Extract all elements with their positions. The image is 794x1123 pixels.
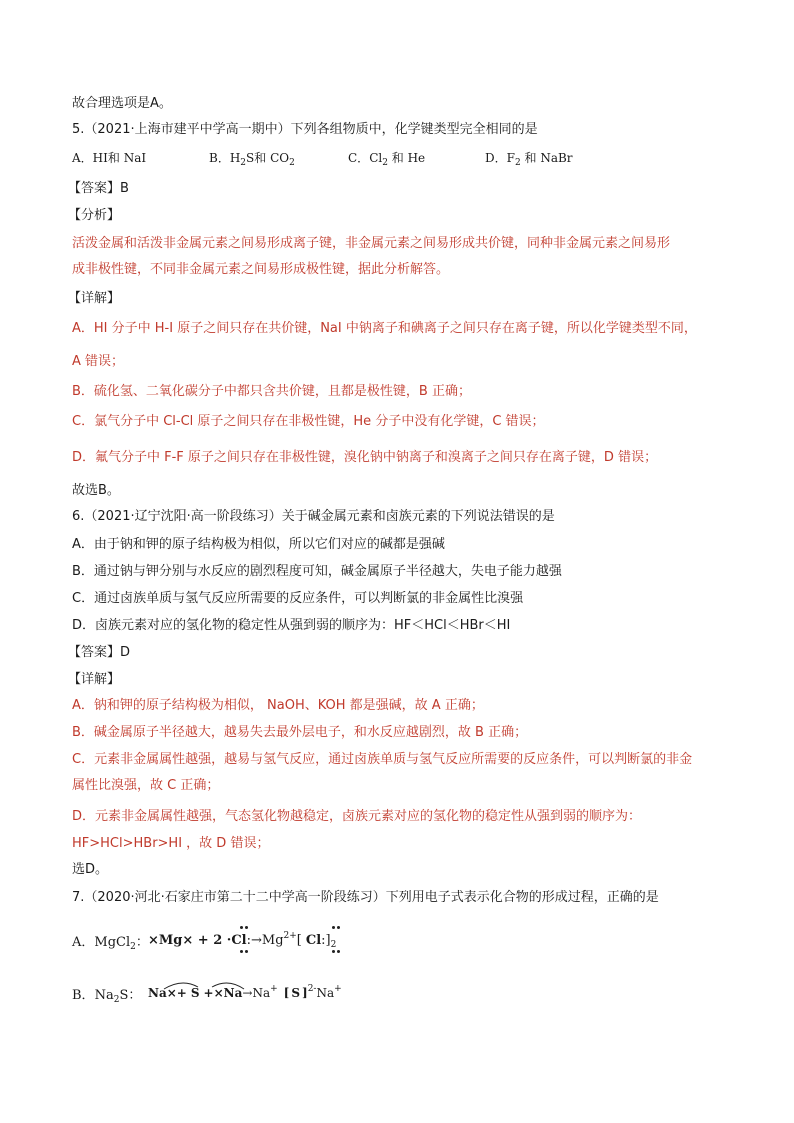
electron-dot-expression-b [148,984,342,1000]
na-ion-charge: + [334,984,342,994]
answer-tag: 【答案】B [68,181,129,196]
option-a-prefix [72,931,149,952]
cl-atom: Cl [231,933,247,948]
s-charge: 2- [307,984,317,994]
question-6-option-a: A．由于钠和钾的原子结构极为相似，所以它们对应的碱都是强碱 [72,537,445,552]
bracket-open: [ [283,986,290,1000]
bracket-open: [ [296,933,302,948]
na-atom-left: Na×+ [148,986,187,1000]
na-ion: Na [316,986,335,1000]
reaction-arrow: →Na [242,986,271,1000]
detail-tag: 【详解】 [68,291,121,306]
detail-a-line-1: A．HI 分子中 H-I 原子之间只存在共价键，NaI 中钠离子和碘离子之间只存在离子键，所以化学键类型不同， [72,321,697,336]
question-7-option-a [72,925,472,955]
option-b-s: S： [119,988,142,1003]
option-b-label: B． [72,988,95,1003]
option-b-mid: S和 CO [246,151,290,165]
option-b-label: B． [209,151,230,165]
electron-dot-expression [148,931,336,950]
option-b-sub2: 2 [289,158,295,168]
option-b [209,149,295,172]
option-b-sub1: 2 [240,158,247,168]
detail-tag: 【详解】 [68,672,121,687]
option-a-sub: 2 [130,942,136,952]
option-b-sub: 2 [113,995,120,1005]
option-a-colon: ： [135,935,149,950]
option-a-text: HI和 NaI [92,151,147,165]
option-d-rest: 和 NaBr [520,151,573,165]
answer-tag: 【答案】D [68,645,131,660]
option-a-formula: MgCl [94,935,131,950]
option-b-h: H [229,151,241,165]
electron-dot-icon [240,950,243,953]
question-7-stem: 7.（2020·河北·石家庄市第二十二中学高一阶段练习）下列用电子式表示化合物的形成过程，正确的是 [72,890,659,905]
mg-atom: ×Mg× [148,933,194,948]
conclusion: 选D。 [72,862,109,877]
mg-charge: 2+ [283,931,297,941]
option-c [348,149,425,172]
option-d [485,149,573,172]
option-d-sub: 2 [514,158,521,168]
bracket-close: :] [321,933,331,948]
detail-d-line-2: HF>HCl>HBr>HI ，故 D 错误； [72,836,270,851]
option-c-rest: 和 He [387,151,426,165]
question-6-option-c: C．通过卤族单质与氢气反应所需要的反应条件，可以判断氯的非金属性比溴强 [72,591,524,606]
electron-dot-icon [245,926,248,929]
detail-c-line-2: 属性比溴强，故 C 正确； [72,778,220,793]
option-c-cl: Cl [369,151,383,165]
analysis-line-1: 活泼金属和活泼非金属元素之间易形成离子键，非金属元素之间易形成共价键，同种非金属元素之间易形 [72,236,671,251]
na-charge: + [270,984,278,994]
electron-dot-icon [337,950,340,953]
electron-dot-icon [240,926,243,929]
option-a [72,149,146,167]
electron-dot-icon [332,926,335,929]
detail-c: C．氯气分子中 Cl-Cl 原子之间只存在非极性键，He 分子中没有化学键，C 错误； [72,414,545,429]
detail-a: A．钠和钾的原子结构极为相似， NaOH、KOH 都是强碱，故 A 正确； [72,698,484,713]
option-b-prefix [72,984,141,1005]
option-c-sub: 2 [382,158,388,168]
question-6-option-b: B．通过钠与钾分别与水反应的剧烈程度可知，碱金属原子半径越大，失电子能力越强 [72,564,562,579]
bracket-close: ] [302,986,308,1000]
detail-a-line-2: A 错误； [72,354,125,369]
conclusion: 故选B。 [72,483,120,498]
option-a-label: A． [72,151,93,165]
electron-dot-icon [337,926,340,929]
option-b-formula: Na [94,988,114,1003]
analysis-tag: 【分析】 [68,208,121,223]
option-d-label: D． [485,151,507,165]
detail-d: D．氟气分子中 F-F 原子之间只存在非极性键，溴化钠中钠离子和溴离子之间只存在离子键，D 错误； [72,450,658,465]
reaction-arrow: :→Mg [246,933,284,948]
s-ion: S [291,986,301,1000]
bracket-sub: 2 [330,940,337,950]
cl-ion: Cl [305,933,322,948]
plus-sign: + 2 · [193,933,232,948]
s-atom: S [190,986,200,1000]
detail-d-line-1: D．元素非金属属性越强，气态氢化物越稳定，卤族元素对应的氢化物的稳定性从强到弱的顺序为： [72,809,642,824]
question-5-stem: 5.（2021·上海市建平中学高一期中）下列各组物质中，化学键类型完全相同的是 [72,122,538,137]
option-c-label: C． [348,151,370,165]
option-a-label: A． [72,935,95,950]
na-atom-right: +×Na [203,986,243,1000]
text-line: 故合理选项是A。 [72,96,172,111]
detail-c-line-1: C．元素非金属属性越强，越易与氢气反应，通过卤族单质与氢气反应所需要的反应条件，可以判断氯的非金 [72,752,693,767]
detail-b: B．硫化氢、二氧化碳分子中都只含共价键，且都是极性键，B 正确； [72,384,471,399]
electron-dot-icon [332,950,335,953]
option-d-f: F [506,151,515,165]
question-6-stem: 6.（2021·辽宁沈阳·高一阶段练习）关于碱金属元素和卤族元素的下列说法错误的是 [72,509,555,524]
electron-dot-icon [245,950,248,953]
question-7-option-b [72,980,472,1006]
detail-b: B．碱金属原子半径越大，越易失去最外层电子，和水反应越剧烈，故 B 正确； [72,725,528,740]
analysis-line-2: 成非极性键，不同非金属元素之间易形成极性键，据此分析解答。 [72,262,450,277]
question-6-option-d: D．卤族元素对应的氢化物的稳定性从强到弱的顺序为：HF＜HCl＜HBr＜HI [72,618,511,633]
